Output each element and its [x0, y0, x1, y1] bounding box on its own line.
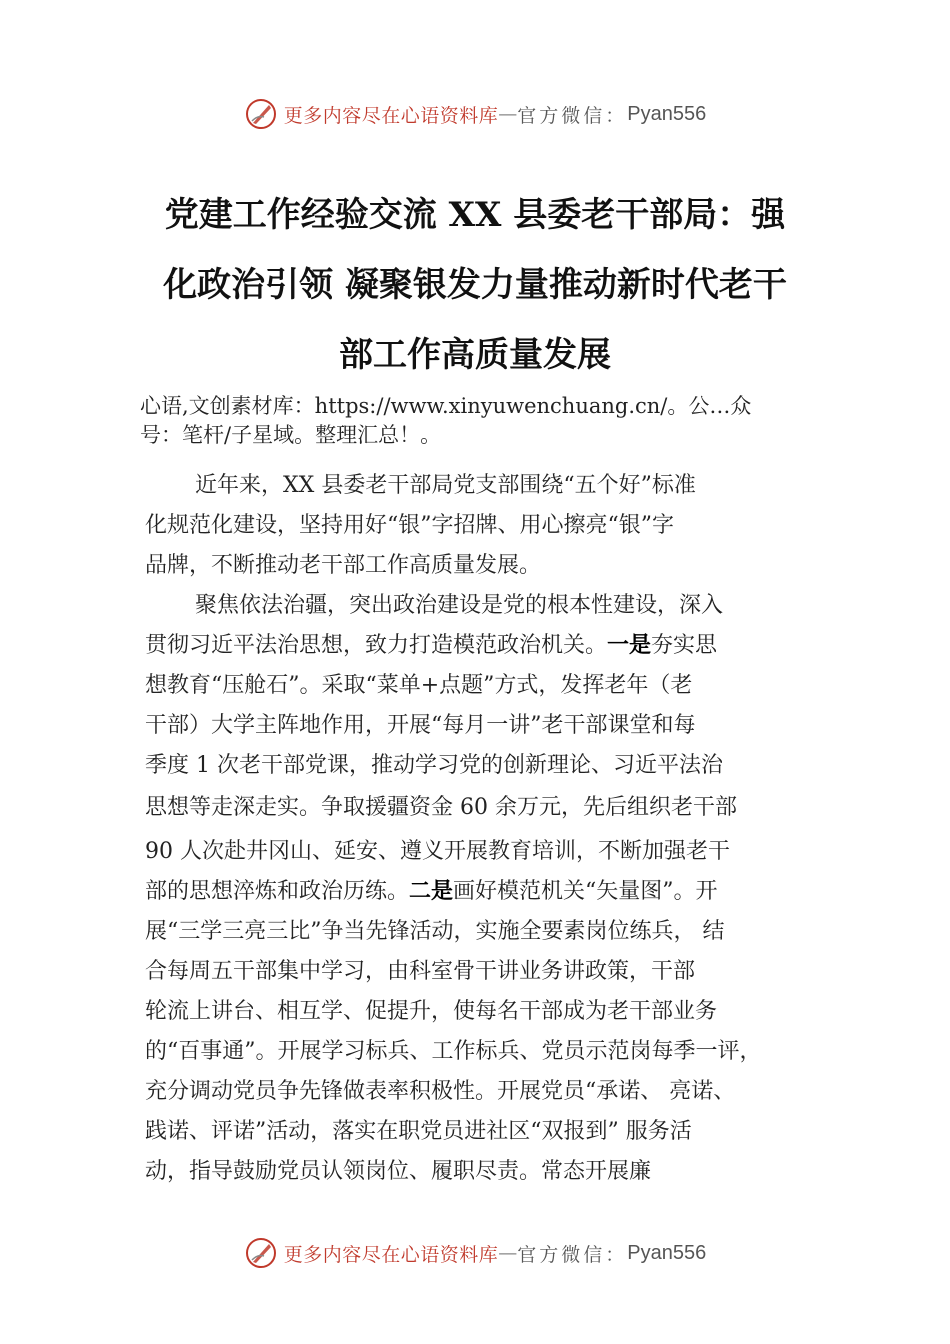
- watermark-brand-text: 更多内容尽在心语资料库: [283, 1243, 499, 1266]
- body-line: 化规范化建设，坚持用好“银”字招牌、用心擦亮“银”字: [145, 513, 674, 538]
- watermark-account: Pyan556: [627, 1241, 707, 1264]
- watermark-banner-top: [0, 94, 950, 134]
- emphasis-first: 一是: [607, 633, 652, 658]
- emphasis-second: 二是: [409, 879, 454, 904]
- body-line: 90 人次赴井冈山、延安、遵义开展教育培训，不断加强老干: [145, 839, 730, 864]
- body-text-run: 夯实思: [651, 633, 718, 658]
- title-line: 部工作高质量发展: [339, 335, 611, 375]
- body-line: 近年来，XX 县委老干部局党支部围绕“五个好”标准: [195, 473, 696, 498]
- body-line: 动，指导鼓励党员认领岗位、履职尽责。常态开展廉: [145, 1159, 652, 1184]
- body-line: 思想等走深走实。争取援疆资金 60 余万元，先后组织老干部: [145, 795, 737, 820]
- quill-logo-icon: [244, 97, 278, 131]
- watermark-banner-bottom: [0, 1233, 950, 1273]
- watermark-brand-text: 更多内容尽在心语资料库: [283, 104, 499, 127]
- title-line: 化政治引领 凝聚银发力量推动新时代老干: [163, 265, 787, 305]
- watermark-wechat-label: 官方微信：: [517, 1243, 628, 1266]
- body-line: 想教育“压舱石”。采取“菜单+点题”方式，发挥老年（老: [145, 673, 693, 698]
- body-text-run: 部的思想淬炼和政治历练。: [145, 879, 410, 904]
- body-line: 聚焦依法治疆，突出政治建设是党的根本性建设，深入: [195, 593, 724, 618]
- source-line: 号：笔杆/子星域。整理汇总！。: [140, 423, 442, 447]
- watermark-dash: —: [498, 1242, 518, 1264]
- body-line: [145, 874, 718, 905]
- document-title: [140, 180, 810, 390]
- body-text-run: 画好模范机关“矢量图”。开: [453, 879, 718, 904]
- watermark-dash: —: [498, 103, 518, 125]
- body-line: 充分调动党员争先锋做表率积极性。开展党员“承诺、 亮诺、: [145, 1079, 736, 1104]
- body-line: [145, 628, 717, 659]
- watermark-account: Pyan556: [627, 102, 707, 125]
- body-line: 展“三学三亮三比”争当先锋活动，实施全要素岗位练兵， 结: [145, 919, 725, 944]
- body-line: 轮流上讲台、相互学、促提升，使每名干部成为老干部业务: [145, 999, 718, 1024]
- body-line: 的“百事通”。开展学习标兵、工作标兵、党员示范岗每季一评，: [145, 1039, 762, 1064]
- watermark-wechat-label: 官方微信：: [517, 104, 628, 127]
- source-note: [140, 392, 840, 450]
- quill-logo-icon: [244, 1236, 278, 1270]
- body-line: 干部）大学主阵地作用，开展“每月一讲”老干部课堂和每: [145, 713, 696, 738]
- body-line: 合每周五干部集中学习，由科室骨干讲业务讲政策，干部: [145, 959, 696, 984]
- body-line: 品牌，不断推动老干部工作高质量发展。: [145, 553, 542, 578]
- body-line: 践诺、评诺”活动，落实在职党员进社区“双报到” 服务活: [145, 1119, 692, 1144]
- title-line: 党建工作经验交流 XX 县委老干部局：强: [164, 195, 786, 235]
- body-text-run: 贯彻习近平法治思想，致力打造模范政治机关。: [145, 633, 608, 658]
- body-line: 季度 1 次老干部党课，推动学习党的创新理论、习近平法治: [145, 753, 723, 778]
- source-line: 心语,文创素材库：https://www.xinyuwenchuang.cn/。公…众: [140, 394, 752, 418]
